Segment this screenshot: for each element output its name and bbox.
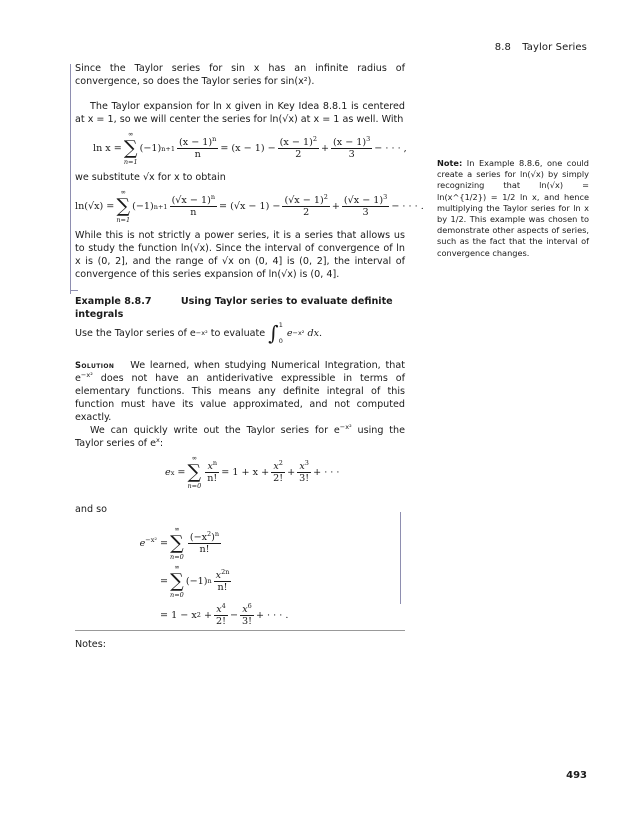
solution-text-2: We can quickly write out the Taylor series for e: [90, 425, 340, 436]
frac-num-exp: 6: [247, 601, 252, 610]
integral-limits: [279, 321, 283, 345]
frac-den: n: [190, 207, 197, 218]
eq-tail: + · · ·: [313, 467, 340, 478]
sum-upper: ∞: [191, 454, 198, 462]
frac-num-exp: n: [214, 529, 220, 538]
frac-num-exp: 2n: [221, 567, 230, 576]
sum-upper: ∞: [127, 130, 134, 138]
eq-final-lhs-exp: −x²: [145, 535, 157, 544]
fraction: [214, 567, 232, 593]
eq-lhs: ln(√x) =: [75, 201, 115, 212]
eq-mid: = 1 + x +: [221, 467, 270, 478]
frac-num-exp: 4: [221, 601, 226, 610]
sum-symbol: ∞ ∑ n=1: [116, 188, 131, 224]
eq-mid: = (√x − 1) −: [219, 201, 281, 212]
frac-num: (x − 1): [333, 137, 367, 148]
note-label: Note:: [437, 158, 463, 168]
solution-exp-3: x: [156, 436, 160, 444]
frac-num-close: ): [211, 531, 215, 543]
sum-lower: n=0: [170, 552, 184, 561]
example-title: Using Taylor series to evaluate definite integrals: [75, 296, 393, 320]
paragraph-and-so: and so: [75, 504, 107, 515]
sum-symbol: ∞ ∑ n=0: [170, 562, 184, 599]
align-row-2: = ∞ ∑ n=0 (−1) n $\frac{x^{2n}}{n!}$: [160, 562, 230, 599]
integral-lower: 0: [278, 337, 283, 345]
sum-lower: n=0: [170, 590, 184, 599]
fraction: [282, 195, 329, 218]
margin-note: [437, 158, 589, 259]
frac-num: x: [273, 461, 279, 472]
frac-num-exp: 3: [304, 459, 309, 467]
solution-text: We learned, when studying Numerical Integration, that e: [75, 360, 405, 384]
solution-colon: :: [159, 438, 164, 449]
frac-num: (√x − 1): [284, 195, 324, 206]
frac-num-exp: 2: [323, 193, 328, 201]
fraction: [342, 195, 389, 218]
note-text: In Example 8.8.6, one could create a series for ln(√x) by simply recognizing that ln(√x) = ln(x^{1/2}) = 1/2 ln x, and hence multiplying the Taylor series for ln x by 1/2. This example was chosen to demonstrate other aspects of series, such as the fact that the interval of convergence changes.: [437, 158, 589, 258]
statement-mid: to evaluate: [210, 327, 266, 339]
solution-paragraph-2: [75, 424, 405, 450]
change-bar: [70, 64, 71, 294]
statement-text: Use the Taylor series of e: [75, 327, 196, 339]
eq-tail: + · · · .: [255, 609, 289, 621]
fraction: [331, 137, 372, 160]
paragraph-sin-series: Since the Taylor series for sin x has an infinite radius of convergence, so does the Taylor series for sin(x²).: [75, 63, 405, 87]
eq-final-lhs: e: [139, 537, 146, 549]
paragraph-substitute: we substitute √x for x to obtain: [75, 172, 226, 183]
frac-den: 2!: [215, 615, 226, 627]
main-column: [75, 62, 424, 630]
fraction: [214, 601, 228, 627]
fraction: [297, 461, 311, 484]
frac-num-exp: 3: [366, 135, 371, 143]
eq-tail: − · · · ,: [374, 143, 407, 154]
fraction: [271, 461, 285, 484]
notes-divider: [75, 630, 405, 631]
frac-den: 2: [303, 207, 310, 218]
running-header: [495, 42, 587, 53]
frac-num-exp-inner: 2: [207, 529, 212, 538]
sum-symbol: ∞ ∑ n=0: [170, 524, 184, 561]
frac-num: (x − 1): [279, 137, 313, 148]
frac-num-exp: n: [210, 193, 216, 201]
solution-exp-2: −x²: [339, 423, 352, 431]
frac-num: (√x − 1): [343, 195, 384, 206]
frac-num: x: [216, 603, 222, 615]
section-number: 8.8: [494, 42, 511, 53]
notes-label: Notes:: [75, 639, 106, 650]
fraction: [278, 137, 319, 160]
sum-upper: ∞: [120, 188, 126, 196]
solution-label: Solution: [75, 360, 115, 370]
sum-lower: n=0: [187, 482, 202, 490]
example-statement: Use the Taylor series of e −x² to evaluate ∫ 1 0 e −x² dx.: [75, 320, 323, 345]
eq-term: (−1): [132, 201, 154, 212]
eq-rhs: = (x − 1) −: [220, 143, 276, 154]
frac-num: x: [207, 461, 213, 472]
eq-row3-start: = 1 − x: [160, 609, 197, 621]
solution-text-2b: using the Taylor series of e: [75, 425, 406, 449]
integrand: e: [286, 327, 293, 339]
paragraph-taylor-ln: The Taylor expansion for ln x given in Key Idea 8.8.1 is centered at x = 1, so we will center the series for ln(√x) at x = 1 as well. With: [75, 101, 405, 125]
page-number: 493: [566, 770, 587, 781]
frac-den: n: [194, 149, 201, 160]
eq-term: (−1): [139, 143, 162, 154]
sum-upper: ∞: [174, 562, 180, 571]
solution-paragraph: [75, 359, 405, 424]
integrand-dx: dx.: [307, 327, 323, 339]
integral-upper: 1: [278, 321, 283, 329]
example-number: Example 8.8.7: [75, 296, 152, 307]
fraction: [240, 601, 254, 627]
paragraph-interval: While this is not strictly a power series, it is a series that allows us to study the function ln(√x). Since the interval of convergence of ln x is (0, 2], and the range of √x on (0, 4] is (0, 2], the interval of convergence of this series expansion of ln(√x) is (0, 4].: [75, 230, 405, 280]
frac-den: n!: [207, 473, 218, 484]
frac-num-exp: 2: [278, 459, 283, 467]
section-title: Taylor Series: [522, 42, 587, 53]
sum-upper: ∞: [174, 524, 180, 533]
frac-num: (√x − 1): [171, 195, 211, 206]
frac-den: 3!: [242, 615, 252, 627]
frac-den: 3: [362, 207, 369, 218]
frac-num-exp: n: [212, 459, 218, 467]
sum-symbol: ∞ ∑ n=0: [187, 454, 202, 490]
sum-symbol: ∞ ∑ n=1: [123, 130, 138, 166]
frac-den: 2: [295, 149, 302, 160]
frac-num: x: [299, 461, 305, 472]
frac-den: 3!: [299, 473, 310, 484]
example-heading: [75, 295, 405, 321]
frac-num: (−x: [189, 531, 208, 543]
eq-ex-lhs: e: [165, 467, 171, 478]
frac-num: x: [215, 569, 222, 581]
fraction: [177, 137, 218, 160]
solution-exp: −x²: [80, 371, 93, 379]
equation-ln-sqrt-x: ln(√x) = ∞ ∑ n=1 (−1) n+1 $\frac{(√x - 1)^n}{n}$ = (√x − 1) − $\frac{(√x - 1)^2}{2}$ + $\frac{(√x - 1)^3}{3}$ − · · · .: [75, 188, 424, 224]
eq-tail: − · · · .: [391, 201, 424, 212]
solution-text-cont: does not have an antiderivative expressible in terms of elementary functions. This means any definite integral of this function must have its value approximated, and not computed exactly.: [75, 373, 405, 423]
fraction: [205, 461, 219, 484]
frac-num-exp: n: [212, 135, 217, 143]
equation-e-x: e x = ∞ ∑ n=0 $\frac{x^n}{n!}$ = 1 + x + $\frac{x^2}{2!}$ + $\frac{x^3}{3!}$ + · · ·: [165, 454, 340, 490]
align-row-3: = 1 − x 2 + $\frac{x^4}{2!}$ − $\frac{x^6}{3!}$ + · · · .: [160, 601, 289, 627]
frac-den: n!: [217, 581, 228, 593]
frac-num-exp: 3: [383, 193, 388, 201]
fraction: [188, 529, 221, 555]
equation-ln-x: ln x = ∞ ∑ n=1 (−1) n+1 $\frac{(x - 1)^n}{n}$ = (x − 1) − $\frac{(x - 1)^2}{2}$ + $\frac{(x - 1)^3}{3}$ − · · · ,: [93, 130, 407, 166]
frac-den: 2!: [273, 473, 284, 484]
frac-den: 3: [348, 149, 355, 160]
frac-num: x: [242, 603, 248, 615]
sum-lower: n=1: [123, 158, 138, 166]
frac-num-exp: 2: [312, 135, 317, 143]
fraction: [170, 195, 217, 218]
align-row-1: $e^{-x^2}$ = ∞ ∑ n=0 $\frac{(-x^2)^n}{n!}$: [139, 524, 220, 561]
frac-num: (x − 1): [179, 137, 213, 148]
frac-den: n!: [199, 543, 210, 555]
integral-sign: ∫: [268, 320, 279, 345]
eq-term: (−1): [185, 575, 208, 587]
sum-lower: n=1: [116, 216, 131, 224]
equation-e-minus-x2: [75, 524, 405, 630]
eq-lnx-lhs: ln x: [93, 143, 111, 154]
